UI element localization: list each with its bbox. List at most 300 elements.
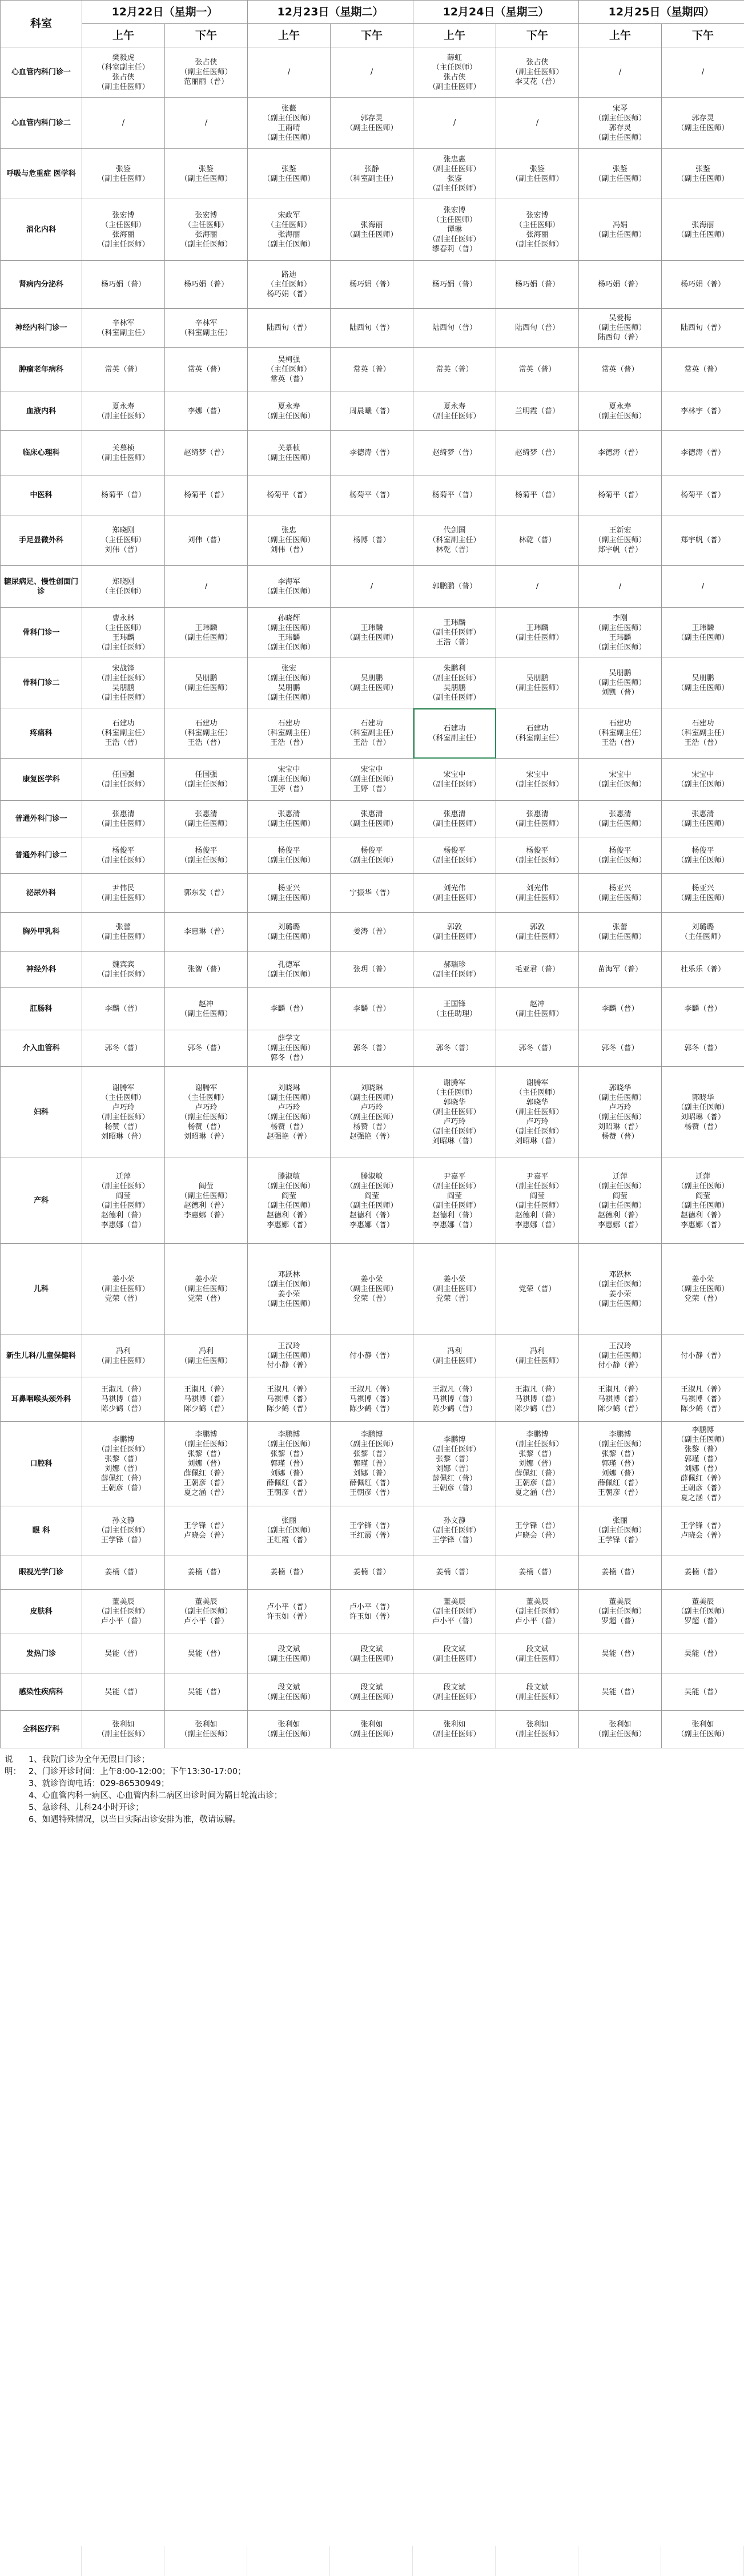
doctor-line: 张黎（普） — [187, 1450, 225, 1458]
doctor-line: 李鹏博 — [278, 1430, 300, 1439]
doctor-line: 代剑国 — [443, 526, 466, 535]
doctor-line: 范丽丽（普） — [184, 78, 229, 86]
doctor-line: （副主任医师） — [428, 1730, 481, 1739]
doctor-line: （副主任医师） — [677, 1285, 729, 1293]
pm-session-cell — [496, 98, 579, 149]
doctor-line: （副主任医师） — [345, 1093, 398, 1102]
doctor-line: （科室副主任） — [263, 729, 315, 737]
doctor-line: 刘昭琳（普） — [681, 1112, 726, 1122]
doctor-line: 石建功 — [195, 719, 218, 728]
doctor-line: （副主任医师） — [428, 1127, 481, 1136]
am-session-cell — [413, 392, 496, 431]
doctor-line: 郭存灵 — [360, 114, 383, 123]
doctor-line: （副主任医师） — [511, 1440, 564, 1449]
pm-session-cell — [331, 431, 413, 475]
doctor-line: 李惠娜（普） — [598, 1220, 643, 1229]
doctor-line: 张利如 — [360, 1720, 383, 1729]
doctor-line: （科室副主任） — [677, 729, 729, 737]
am-session-cell — [248, 1377, 331, 1422]
doctor-line: 冯娟 — [613, 220, 628, 229]
doctor-line: 张忠 — [281, 526, 297, 535]
doctor-line: 段文斌 — [443, 1683, 466, 1692]
doctor-line: （副主任医师） — [511, 1356, 564, 1365]
note-item: 2、门诊开诊时间：上午8:00-12:00；下午13:30-17:00； — [29, 1767, 246, 1776]
doctor-line: 刘娜（普） — [104, 1464, 142, 1473]
doctor-line: （副主任医师） — [511, 240, 564, 249]
department-row — [1, 1634, 744, 1674]
am-session-cell — [248, 658, 331, 708]
doctor-line: / — [453, 119, 456, 127]
doctor-line: 王婷（普） — [353, 785, 391, 793]
doctor-line: 卢小平（普） — [432, 1617, 477, 1626]
pm-session-cell — [496, 261, 579, 309]
am-session-cell — [579, 1674, 662, 1711]
pm-session-cell — [496, 515, 579, 566]
doctor-line: （副主任医师） — [677, 819, 729, 828]
doctor-line: 刘昭琳（普） — [598, 1122, 643, 1131]
doctor-line: （副主任医师） — [263, 1692, 315, 1702]
doctor-line: 张黎（普） — [270, 1450, 308, 1458]
department-name: 骨科门诊一 — [1, 608, 82, 658]
department-name: 泌尿外科 — [1, 874, 82, 913]
doctor-line: 李惠娜（普） — [349, 1220, 395, 1229]
doctor-line: （副主任医师） — [263, 819, 315, 828]
pm-header: 下午 — [165, 24, 248, 47]
doctor-line: 常英（普） — [353, 365, 391, 374]
doctor-line: 王浩（普） — [270, 739, 308, 747]
department-name: 心血管内科门诊一 — [1, 47, 82, 98]
am-session-cell — [248, 98, 331, 149]
doctor-line: 常英（普） — [436, 365, 473, 374]
am-session-cell — [82, 1634, 165, 1674]
am-session-cell — [82, 608, 165, 658]
am-session-cell — [82, 1158, 165, 1244]
am-session-cell — [248, 309, 331, 348]
doctor-line: （副主任医师） — [594, 1352, 646, 1360]
am-session-cell — [248, 913, 331, 952]
doctor-line: 赵德利（普） — [681, 1211, 726, 1220]
doctor-line: 周晨曦（普） — [349, 407, 395, 416]
doctor-line: （副主任医师） — [594, 1280, 646, 1289]
doctor-line: 张惠清 — [691, 809, 714, 819]
am-session-cell — [248, 608, 331, 658]
doctor-line: （副主任医师） — [677, 856, 729, 865]
doctor-line: 夏永寿 — [443, 402, 466, 411]
doctor-line: 刘娜（普） — [601, 1469, 639, 1478]
doctor-line: 陈少鹤（普） — [349, 1405, 395, 1413]
doctor-line: （副主任医师） — [345, 1182, 398, 1191]
doctor-line: 张惠清 — [278, 809, 300, 819]
doctor-line: 卢巧玲 — [112, 1103, 135, 1112]
pm-session-cell — [331, 1634, 413, 1674]
doctor-line: （副主任医师） — [263, 536, 315, 545]
am-session-cell — [82, 261, 165, 309]
doctor-line: / — [287, 68, 291, 76]
pm-session-cell — [331, 1067, 413, 1158]
doctor-line: 宋宝中 — [278, 765, 300, 774]
doctor-line: （副主任医师） — [594, 536, 646, 545]
am-session-cell — [413, 708, 496, 759]
doctor-line: 李德涛（普） — [598, 449, 643, 457]
doctor-line: 付小静（普） — [598, 1361, 643, 1370]
department-row — [1, 608, 744, 658]
doctor-line: （副主任医师） — [263, 114, 315, 123]
doctor-line: （副主任医师） — [345, 633, 398, 642]
doctor-line: 张鉴 — [447, 174, 463, 183]
am-session-cell — [82, 801, 165, 837]
am-session-cell — [579, 1377, 662, 1422]
doctor-line: 卢巧玲 — [278, 1103, 300, 1112]
doctor-line: （副主任医师） — [594, 780, 646, 789]
doctor-line: （副主任医师） — [428, 1356, 481, 1365]
am-session-cell — [413, 1590, 496, 1634]
am-header: 上午 — [82, 24, 165, 47]
am-session-cell — [82, 149, 165, 199]
doctor-line: 吴爱梅 — [609, 314, 632, 322]
doctor-line: （副主任医师） — [180, 1285, 232, 1293]
department-row — [1, 431, 744, 475]
pm-session-cell — [662, 1590, 744, 1634]
am-session-cell — [82, 658, 165, 708]
am-session-cell — [82, 515, 165, 566]
pm-session-cell — [496, 199, 579, 261]
department-row — [1, 1335, 744, 1377]
doctor-line: 刘伟（普） — [270, 546, 308, 554]
doctor-line: （副主任医师） — [263, 1182, 315, 1191]
am-session-cell — [82, 1030, 165, 1067]
doctor-line: （副主任医师） — [180, 633, 232, 642]
doctor-line: （副主任医师） — [263, 643, 315, 652]
doctor-line: （副主任医师） — [428, 893, 481, 902]
doctor-line: 姜小荣 — [443, 1275, 466, 1284]
am-session-cell — [248, 708, 331, 759]
doctor-line: （科室副主任） — [180, 729, 232, 737]
doctor-line: （副主任医师） — [263, 587, 315, 596]
date-header: 12月25日（星期四） — [579, 1, 744, 24]
department-name: 新生儿科/儿童保健科 — [1, 1335, 82, 1377]
doctor-line: （副主任医师） — [511, 856, 564, 865]
pm-session-cell — [165, 431, 248, 475]
doctor-line: 罗超（普） — [684, 1617, 722, 1626]
doctor-line: （副主任医师） — [345, 775, 398, 784]
am-session-cell — [82, 1335, 165, 1377]
pm-session-cell — [662, 149, 744, 199]
pm-session-cell — [165, 475, 248, 515]
doctor-line: 张占侠 — [112, 72, 135, 82]
am-session-cell — [248, 1335, 331, 1377]
doctor-line: 刘昭琳（普） — [432, 1137, 477, 1146]
doctor-line: 兰明霞（普） — [515, 407, 560, 416]
department-name: 皮肤科 — [1, 1590, 82, 1634]
doctor-line: （主任医师） — [100, 536, 146, 545]
doctor-line: 党荣（普） — [684, 1295, 722, 1303]
date-header-row — [1, 1, 744, 24]
doctor-line: （副主任医师） — [180, 856, 232, 865]
doctor-line: （主任医师） — [267, 280, 312, 289]
doctor-line: 刘娜（普） — [270, 1469, 308, 1478]
department-row — [1, 261, 744, 309]
am-session-cell — [413, 1030, 496, 1067]
doctor-line: 王玮麟 — [360, 623, 383, 632]
doctor-line: 杨菊平（普） — [515, 491, 560, 499]
doctor-line: 谭琳 — [447, 225, 463, 234]
am-session-cell — [413, 759, 496, 801]
doctor-line: 陈少鹤（普） — [267, 1405, 312, 1413]
doctor-line: 杨巧娟（普） — [681, 280, 726, 289]
note-item: 1、我院门诊为全年无假日门诊； — [29, 1755, 150, 1764]
doctor-line: 付小静（普） — [267, 1361, 312, 1370]
date-header: 12月23日（星期二） — [248, 1, 413, 24]
doctor-line: 姜楠（普） — [270, 1568, 308, 1577]
grid-cell — [82, 2546, 164, 2576]
pm-session-cell — [662, 913, 744, 952]
am-session-cell — [82, 348, 165, 392]
doctor-line: （副主任医师） — [511, 1654, 564, 1663]
am-session-cell — [248, 1590, 331, 1634]
pm-session-cell — [496, 149, 579, 199]
pm-session-cell — [496, 1555, 579, 1590]
empty-grid-band — [0, 2546, 744, 2576]
doctor-line: 杨俊平 — [443, 846, 466, 855]
doctor-line: 薛佩红（普） — [681, 1474, 726, 1483]
am-session-cell — [579, 708, 662, 759]
department-name: 胸外甲乳科 — [1, 913, 82, 952]
doctor-line: 郭冬（普） — [518, 1044, 556, 1053]
department-name: 骨科门诊二 — [1, 658, 82, 708]
doctor-line: 李惠娜（普） — [681, 1220, 726, 1229]
pm-session-cell — [496, 475, 579, 515]
am-session-cell — [248, 801, 331, 837]
department-row — [1, 199, 744, 261]
doctor-line: 迁萍 — [695, 1172, 711, 1181]
doctor-line: （副主任医师） — [263, 1352, 315, 1360]
doctor-line: 张丽 — [613, 1517, 628, 1525]
am-session-cell — [82, 566, 165, 608]
doctor-line: 刘伟（普） — [187, 536, 225, 545]
doctor-line: 阎莹 — [199, 1182, 214, 1191]
am-session-cell — [248, 515, 331, 566]
doctor-line: 王浩（普） — [104, 739, 142, 747]
doctor-line: 张利如 — [526, 1720, 549, 1729]
pm-session-cell — [165, 261, 248, 309]
doctor-line: 薛佩红（普） — [349, 1479, 395, 1487]
am-session-cell — [579, 952, 662, 988]
pm-session-cell — [662, 608, 744, 658]
doctor-line: （副主任医师） — [97, 643, 150, 652]
doctor-line: （副主任医师） — [345, 856, 398, 865]
doctor-line: 郑晓刚 — [112, 526, 135, 535]
doctor-line: （副主任医师） — [594, 679, 646, 687]
doctor-line: 姜小荣 — [691, 1275, 714, 1284]
doctor-line: （副主任医师） — [97, 1730, 150, 1739]
doctor-line: （副主任医师） — [180, 1607, 232, 1616]
doctor-line: （副主任医师） — [428, 970, 481, 979]
am-session-cell — [413, 199, 496, 261]
pm-session-cell — [662, 759, 744, 801]
doctor-line: 王玮麟 — [195, 623, 218, 632]
doctor-line: 段文斌 — [443, 1644, 466, 1654]
pm-session-cell — [331, 1158, 413, 1244]
department-name: 疼痛科 — [1, 708, 82, 759]
doctor-line: （副主任医师） — [345, 819, 398, 828]
doctor-line: （副主任医师） — [180, 1440, 232, 1449]
department-name: 发热门诊 — [1, 1634, 82, 1674]
pm-session-cell — [496, 913, 579, 952]
doctor-line: 党荣（普） — [436, 1295, 473, 1303]
doctor-line: 段文斌 — [360, 1683, 383, 1692]
doctor-line: （副主任医师） — [428, 693, 481, 702]
department-row — [1, 759, 744, 801]
doctor-line: / — [204, 119, 208, 127]
doctor-line: 郭晓华 — [609, 1083, 632, 1093]
note-item: 4、心血管内科一病区、心血管内科二病区出诊时间为隔日轮流出诊； — [29, 1791, 283, 1800]
department-row — [1, 475, 744, 515]
doctor-line: 郭鹏鹏（普） — [432, 582, 477, 591]
doctor-line: （副主任医师） — [677, 123, 729, 132]
doctor-line: 王淑凡（普） — [100, 1385, 146, 1394]
department-row — [1, 1067, 744, 1158]
doctor-line: 李鹏博 — [360, 1430, 383, 1439]
doctor-line: 杨巧娟（普） — [515, 280, 560, 289]
doctor-line: 王朝彦（普） — [267, 1489, 312, 1497]
doctor-line: 段文斌 — [526, 1683, 549, 1692]
department-name: 临床心理科 — [1, 431, 82, 475]
doctor-line: （副主任医师） — [594, 324, 646, 332]
am-session-cell — [82, 1555, 165, 1590]
doctor-line: 刘晓琳 — [360, 1083, 383, 1093]
pm-session-cell — [165, 348, 248, 392]
doctor-line: 陈少鹤（普） — [184, 1405, 229, 1413]
doctor-line: 姜楠（普） — [518, 1568, 556, 1577]
doctor-line: （副主任医师） — [97, 1112, 150, 1122]
doctor-line: （副主任医师） — [97, 1526, 150, 1535]
doctor-line: 杨博（普） — [353, 536, 391, 545]
am-session-cell — [579, 1634, 662, 1674]
doctor-line: 段文斌 — [278, 1644, 300, 1654]
doctor-line: 杨赞（普） — [684, 1122, 722, 1131]
grid-cell — [247, 2546, 330, 2576]
doctor-line: （副主任医师） — [345, 1654, 398, 1663]
doctor-line: 阎莹 — [530, 1191, 545, 1200]
doctor-line: （科室副主任） — [511, 733, 564, 743]
doctor-line: （副主任医师） — [180, 1009, 232, 1018]
doctor-line: 石建功 — [112, 719, 135, 728]
doctor-line: 杨菊平（普） — [432, 491, 477, 499]
pm-session-cell — [496, 1244, 579, 1335]
pm-session-cell — [165, 952, 248, 988]
department-row — [1, 566, 744, 608]
doctor-line: 关慕桢 — [112, 444, 135, 453]
doctor-line: 郭冬（普） — [353, 1044, 391, 1053]
doctor-line: 李麟（普） — [270, 1005, 308, 1013]
department-name: 康复医学科 — [1, 759, 82, 801]
doctor-line: （主任医师） — [267, 220, 312, 229]
am-session-cell — [413, 608, 496, 658]
pm-session-cell — [496, 952, 579, 988]
pm-session-cell — [496, 566, 579, 608]
doctor-line: 郭敦 — [447, 922, 463, 932]
am-session-cell — [248, 1067, 331, 1158]
doctor-line: 缪春莉（普） — [432, 245, 477, 253]
doctor-line: （副主任医师） — [677, 893, 729, 902]
doctor-line: 赵德利（普） — [598, 1211, 643, 1220]
doctor-line: 刘璐璐 — [691, 922, 714, 932]
doctor-line: 张蕾 — [613, 922, 628, 932]
doctor-line: 王玮麟 — [609, 633, 632, 642]
pm-session-cell — [331, 1711, 413, 1748]
doctor-line: 王玮麟 — [443, 619, 466, 627]
doctor-line: 杨巧娟（普） — [267, 290, 312, 299]
doctor-line: 郭冬（普） — [270, 1054, 308, 1062]
doctor-line: 张占侠 — [526, 58, 549, 67]
doctor-line: 张鉴 — [695, 164, 711, 174]
pm-session-cell — [165, 658, 248, 708]
pm-session-cell — [496, 608, 579, 658]
doctor-line: 郑宇帆（普） — [681, 536, 726, 545]
doctor-line: （副主任医师） — [511, 893, 564, 902]
pm-session-cell — [496, 47, 579, 98]
doctor-line: 郭冬（普） — [436, 1044, 473, 1053]
doctor-line: （副主任医师） — [180, 240, 232, 249]
pm-session-cell — [331, 1335, 413, 1377]
doctor-line: 李鹏博 — [526, 1430, 549, 1439]
doctor-line: 刘娜（普） — [684, 1464, 722, 1473]
doctor-line: 夏永寿 — [609, 402, 632, 411]
doctor-line: 赵德利（普） — [349, 1211, 395, 1220]
am-session-cell — [413, 952, 496, 988]
am-session-cell — [413, 475, 496, 515]
doctor-line: 刘光伟 — [526, 884, 549, 893]
doctor-line: （副主任医师） — [511, 819, 564, 828]
doctor-line: 赵绮梦（普） — [432, 449, 477, 457]
doctor-line: （副主任医师） — [511, 1182, 564, 1191]
doctor-line: 刘凯（普） — [601, 688, 639, 697]
doctor-line: 王学锋（普） — [598, 1536, 643, 1545]
doctor-line: 王朝彦（普） — [515, 1479, 560, 1487]
department-name: 眼 科 — [1, 1506, 82, 1555]
pm-session-cell — [331, 874, 413, 913]
doctor-line: 王淑凡（普） — [598, 1385, 643, 1394]
doctor-line: 孙文静 — [443, 1517, 466, 1525]
department-row — [1, 1506, 744, 1555]
doctor-line: （副主任医师） — [97, 856, 150, 865]
doctor-line: 吴朋鹏 — [360, 674, 383, 683]
pm-session-cell — [165, 1377, 248, 1422]
doctor-line: 马祺博（普） — [349, 1395, 395, 1404]
note-item: 6、如遇特殊情况，以当日实际出诊安排为准，敬请谅解。 — [29, 1815, 241, 1824]
doctor-line: 张忠惠 — [443, 155, 466, 164]
doctor-line: 王朝彦（普） — [432, 1483, 477, 1493]
pm-session-cell — [662, 98, 744, 149]
pm-session-cell — [662, 1158, 744, 1244]
pm-session-cell — [331, 759, 413, 801]
doctor-line: 尹伟民 — [112, 884, 135, 893]
doctor-line: 赵冲 — [530, 999, 545, 1009]
am-session-cell — [579, 566, 662, 608]
doctor-line: （副主任医师） — [677, 1201, 729, 1210]
doctor-line: （副主任医师） — [263, 133, 315, 142]
doctor-line: 薛佩红（普） — [432, 1474, 477, 1483]
doctor-line: （副主任医师） — [428, 412, 481, 421]
doctor-line: 张利如 — [112, 1720, 135, 1729]
am-session-cell — [413, 913, 496, 952]
doctor-line: （副主任医师） — [428, 1182, 481, 1191]
doctor-line: 宋政军 — [278, 211, 300, 220]
pm-header: 下午 — [662, 24, 744, 47]
doctor-line: 马祺博（普） — [598, 1395, 643, 1404]
am-session-cell — [82, 759, 165, 801]
pm-session-cell — [165, 1244, 248, 1335]
